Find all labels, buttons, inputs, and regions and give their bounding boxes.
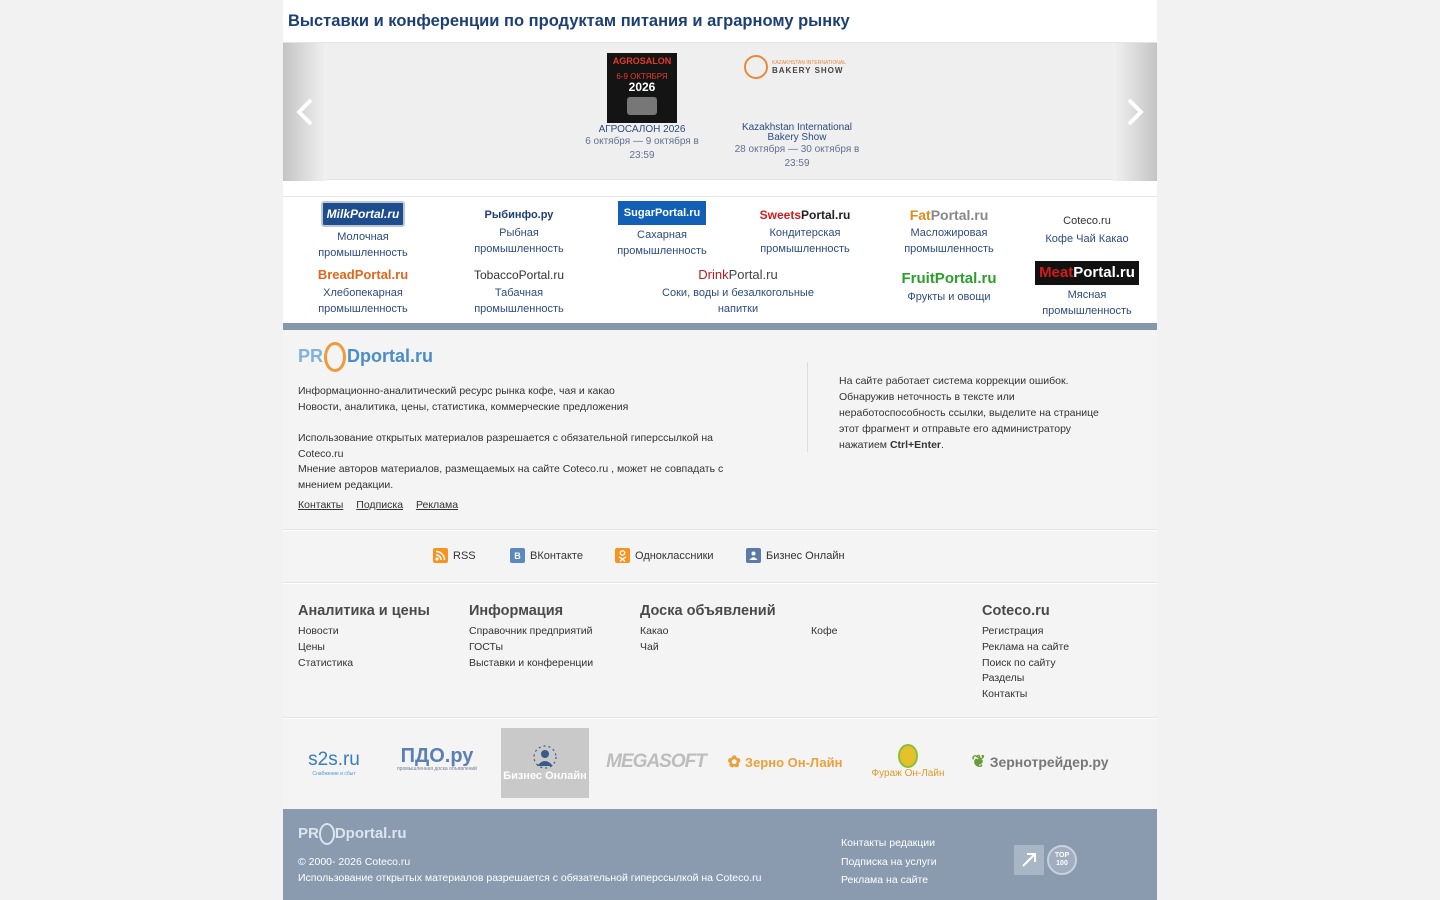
menu-board-items xyxy=(640,624,940,656)
social-label: RSS xyxy=(453,549,476,562)
exhibition-name[interactable]: АГРОСАЛОН 2026 xyxy=(598,124,686,135)
about-line: Информационно-аналитический ресурс рынка кофе, чая и какао xyxy=(298,385,615,397)
site-footer xyxy=(283,809,1157,900)
menu-link-search[interactable]: Поиск по сайту xyxy=(982,656,1056,669)
leaf-icon: ❦ xyxy=(971,752,986,771)
portal-sweets[interactable] xyxy=(745,207,865,257)
agrosalon-logo-text: AGROSALON xyxy=(612,56,672,66)
portal-fat[interactable] xyxy=(889,207,1009,257)
tobaccoportal-logo: TobaccoPortal.ru xyxy=(473,268,565,282)
about-line: Использование открытых материалов разрешается с обязательной гиперссылкой на Coteco.ru xyxy=(298,432,714,460)
menu-coteco xyxy=(982,602,1069,703)
menu-heading[interactable]: Информация xyxy=(469,603,564,619)
sweetsportal-logo xyxy=(760,207,851,223)
menu-link-gost[interactable]: ГОСТы xyxy=(469,640,503,653)
vk-icon: В xyxy=(510,548,525,563)
logo-part: PR xyxy=(298,345,324,366)
error-notice-text: На сайте работает система коррекции ошибок. Обнаружив неточность в тексте или неработоспособность ссылки, выделите на странице этот фрагмент и отправьте его администратору нажатием xyxy=(839,375,1099,451)
meatportal-logo xyxy=(1035,261,1139,285)
exhibition-name[interactable]: Kazakhstan International Bakery Show xyxy=(741,122,853,143)
rybinfo-logo: Рыбинфо.ру xyxy=(484,209,554,221)
social-label: Одноклассники xyxy=(635,549,714,562)
menu-link-sections[interactable]: Разделы xyxy=(982,672,1025,685)
exhibition-date: 6 октября — 9 октября в 23:59 xyxy=(585,136,699,161)
portal-fish[interactable] xyxy=(459,207,579,257)
portal-meat[interactable] xyxy=(1027,261,1147,319)
menu-link-contacts[interactable]: Контакты xyxy=(982,688,1028,701)
bakery-show-logo xyxy=(742,53,852,89)
portal-label: Табачная промышленность xyxy=(474,287,564,315)
menu-link-prices[interactable]: Цены xyxy=(298,640,325,653)
footer-copyright xyxy=(298,855,761,886)
footer-link-advertising[interactable]: Реклама на сайте xyxy=(841,874,929,886)
partner-subtitle: Снабжение и сбыт xyxy=(312,771,356,777)
exhibition-card[interactable] xyxy=(582,53,702,163)
portal-label: Рыбная промышленность xyxy=(474,227,564,255)
logo-part: Portal.ru xyxy=(801,208,851,222)
portal-label: Мясная промышленность xyxy=(1042,289,1132,317)
exhibitions-title: Выставки и конференции по продуктам питания и аграрному рынку xyxy=(288,12,850,30)
social-odnoklassniki[interactable] xyxy=(615,548,714,563)
portal-label: Хлебопекарная промышленность xyxy=(318,287,408,315)
footer-links xyxy=(841,834,937,890)
portals-grid xyxy=(283,196,1157,323)
slider-next-button[interactable] xyxy=(1113,43,1157,181)
social-label: ВКонтакте xyxy=(530,549,583,562)
logo-part: Dportal.ru xyxy=(347,345,434,366)
portal-coteco[interactable] xyxy=(1027,213,1147,247)
menu-heading[interactable]: Доска объявлений xyxy=(640,603,776,619)
rss-icon xyxy=(433,548,448,563)
menu-board xyxy=(640,602,940,656)
footer-menu xyxy=(283,584,1157,718)
corn-icon xyxy=(898,744,918,768)
exhibition-date: 28 октября — 30 октября в 23:59 xyxy=(734,144,860,169)
portal-label: Молочная промышленность xyxy=(318,231,408,259)
chevron-left-icon xyxy=(293,97,317,127)
social-business-online[interactable] xyxy=(746,548,845,563)
partner-name: s2s.ru xyxy=(308,749,360,770)
partner-business-online[interactable] xyxy=(501,728,589,798)
slider-prev-button[interactable] xyxy=(283,43,327,181)
drinkportal-logo xyxy=(698,267,777,283)
menu-analytics xyxy=(298,602,430,671)
social-links xyxy=(283,531,1157,583)
logo-part: Dportal.ru xyxy=(334,824,407,842)
vertical-divider xyxy=(807,362,808,452)
logo-part: Meat xyxy=(1039,264,1074,281)
partner-furazh-online[interactable] xyxy=(863,739,953,783)
bakery-logo-subtitle: KAZAKHSTAN INTERNATIONAL xyxy=(772,60,846,66)
menu-info xyxy=(469,602,593,671)
menu-link-advertising[interactable]: Реклама на сайте xyxy=(982,640,1070,653)
agrosalon-logo-dates: 6-9 ОКТЯБРЯ xyxy=(616,72,668,81)
partner-name: MEGASOFT xyxy=(606,751,706,772)
business-online-icon xyxy=(746,548,761,563)
odnoklassniki-icon xyxy=(615,548,630,563)
portal-label: Сахарная промышленность xyxy=(617,229,707,257)
logo-part: Portal.ru xyxy=(930,207,989,223)
counter-arrow-icon[interactable] xyxy=(1014,845,1044,875)
coteco-logo: Coteco.ru xyxy=(1063,215,1111,227)
about-line: Новости, аналитика, цены, статистика, коммерческие предложения xyxy=(298,400,629,413)
chevron-right-icon xyxy=(1123,97,1147,127)
menu-link-cocoa[interactable]: Какао xyxy=(640,625,669,637)
partner-name: Зерно Он-Лайн xyxy=(744,754,843,770)
menu-link-tea[interactable]: Чай xyxy=(640,640,659,653)
partner-name: Фураж Он-Лайн xyxy=(871,767,945,779)
menu-link-statistics[interactable]: Статистика xyxy=(298,656,354,669)
error-notice-end: . xyxy=(941,439,944,451)
partner-name: Бизнес Онлайн xyxy=(503,770,587,782)
about-line: Мнение авторов материалов, размещаемых на сайте Coteco.ru , может не совпадать с мнением редакции. xyxy=(298,463,724,491)
bakery-emblem-icon xyxy=(744,55,768,79)
about-section xyxy=(283,330,1157,530)
footer-link-subscription[interactable]: Подписка на услуги xyxy=(841,855,937,868)
partners-strip xyxy=(283,719,1157,809)
breadportal-logo: BreadPortal.ru xyxy=(317,267,409,282)
partner-zerno-online[interactable] xyxy=(725,747,845,777)
agrosalon-logo-year: 2026 xyxy=(628,80,656,94)
fruit-logo-icon xyxy=(324,342,346,372)
exhibition-card[interactable] xyxy=(732,53,862,171)
wheat-icon: ✿ xyxy=(727,754,741,771)
exhibitions-slider xyxy=(283,42,1157,180)
menu-heading[interactable]: Аналитика и цены xyxy=(298,603,430,619)
partner-pdo[interactable] xyxy=(395,737,479,781)
milkportal-logo: MilkPortal.ru xyxy=(321,201,406,227)
portal-fruit[interactable] xyxy=(889,271,1009,305)
partner-s2s[interactable] xyxy=(303,741,365,785)
menu-link-coffee[interactable]: Кофе xyxy=(811,625,838,637)
logo-part: PR xyxy=(298,824,319,842)
portal-bread[interactable] xyxy=(303,267,423,317)
bakery-logo-title: BAKERY SHOW xyxy=(772,66,844,75)
menu-link-news[interactable]: Новости xyxy=(298,625,339,637)
fruit-logo-icon xyxy=(319,823,335,845)
portal-milk[interactable] xyxy=(303,201,423,261)
portal-label: Фрукты и овощи xyxy=(907,291,991,303)
error-notice-keys: Ctrl+Enter xyxy=(889,439,941,451)
menu-link-directory[interactable]: Справочник предприятий xyxy=(469,625,593,637)
logo-part: Portal.ru xyxy=(1073,264,1135,281)
error-correction-notice xyxy=(839,373,1119,453)
sugarportal-logo: SugarPortal.ru xyxy=(618,201,706,225)
copyright-text: © 2000- 2026 Coteco.ru xyxy=(298,856,411,868)
logo-part: Fat xyxy=(909,207,931,223)
tractor-icon xyxy=(627,97,657,115)
logo-part: Sweets xyxy=(759,208,801,222)
logo-part: Drink xyxy=(698,267,729,282)
partner-name: ПДО.ру xyxy=(400,745,474,767)
advertising-link[interactable]: Реклама xyxy=(415,499,459,511)
top100-counter[interactable]: TOP 100 xyxy=(1047,845,1077,875)
about-links xyxy=(298,499,468,511)
social-rss[interactable] xyxy=(433,548,476,563)
partner-megasoft[interactable] xyxy=(606,747,706,777)
fruitportal-logo: FruitPortal.ru xyxy=(901,270,997,287)
subscription-link[interactable]: Подписка xyxy=(356,499,404,511)
menu-link-registration[interactable]: Регистрация xyxy=(982,625,1044,637)
business-online-logo-icon xyxy=(532,744,558,770)
partner-zernotrader[interactable] xyxy=(971,747,1109,777)
fatportal-logo xyxy=(910,207,989,223)
menu-heading[interactable]: Coteco.ru xyxy=(982,603,1050,619)
portal-label: Масложировая промышленность xyxy=(904,227,994,255)
social-vk[interactable] xyxy=(510,548,583,563)
page xyxy=(283,0,1157,900)
usage-text: Использование открытых материалов разрешается с обязательной гиперссылкой на Coteco.ru xyxy=(298,871,762,884)
logo-part: Portal.ru xyxy=(728,267,778,282)
prodportal-logo[interactable] xyxy=(298,342,433,372)
partner-subtitle: промышленная доска объявлений xyxy=(397,766,477,772)
agrosalon-logo xyxy=(607,53,677,123)
footer-logo[interactable] xyxy=(298,823,407,845)
section-divider xyxy=(283,323,1157,330)
portal-label: Соки, воды и безалкогольные напитки xyxy=(662,287,814,315)
portal-label: Кондитерская промышленность xyxy=(760,227,850,255)
portal-drink[interactable] xyxy=(661,267,815,317)
menu-link-exhibitions[interactable]: Выставки и конференции xyxy=(469,656,594,669)
contacts-link[interactable]: Контакты xyxy=(298,499,344,511)
portal-sugar[interactable] xyxy=(601,201,723,259)
portal-label: Кофе Чай Какао xyxy=(1045,233,1129,245)
social-label: Бизнес Онлайн xyxy=(766,549,845,562)
portal-tobacco[interactable] xyxy=(459,267,579,317)
footer-link-editorial-contacts[interactable]: Контакты редакции xyxy=(841,837,936,849)
about-text xyxy=(298,384,758,493)
partner-name: Зернотрейдер.ру xyxy=(989,754,1109,770)
